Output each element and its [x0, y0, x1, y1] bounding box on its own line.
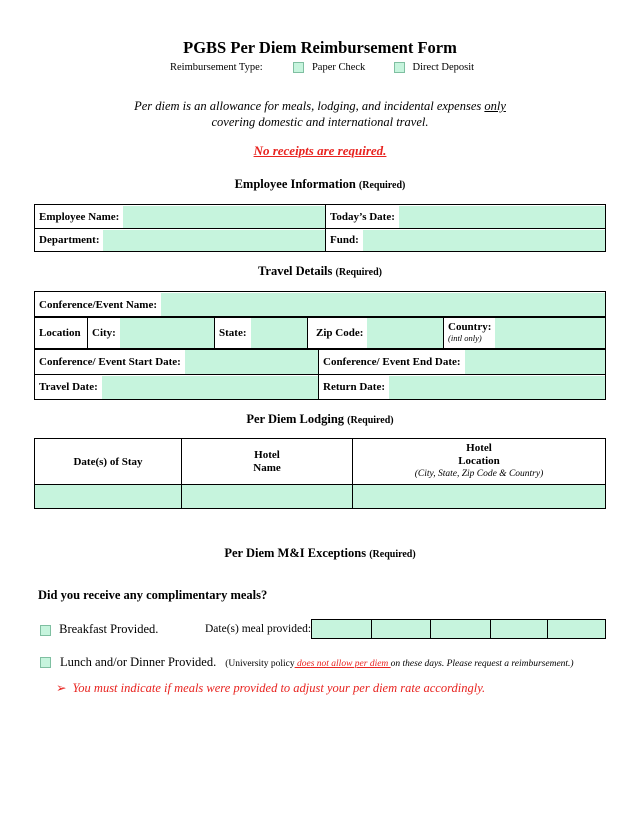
conference-name-label: Conference/Event Name: [39, 298, 158, 311]
policy-suffix: on these days. Please request a reimbursement.) [390, 659, 574, 669]
zip-code-field[interactable] [367, 318, 443, 349]
return-date-label: Return Date: [323, 381, 386, 393]
lunch-dinner-checkbox[interactable] [40, 657, 51, 668]
hotel-location-header-2: Location [458, 455, 500, 467]
country-field[interactable] [495, 318, 605, 349]
travel-date-label: Travel Date: [39, 381, 98, 393]
hotel-name-header-1: Hotel [254, 448, 280, 461]
employee-name-field[interactable] [123, 206, 325, 228]
end-date-field[interactable] [465, 350, 605, 374]
intro-text [0, 98, 640, 130]
hotel-location-header-1: Hotel [466, 442, 492, 454]
paper-check-checkbox[interactable] [293, 62, 304, 73]
dates-of-stay-header: Date(s) of Stay [73, 455, 143, 468]
end-date-label: Conference/ Event End Date: [323, 355, 461, 368]
policy-prefix: (University policy [225, 659, 295, 669]
city-field[interactable] [120, 318, 214, 349]
employee-section-heading: Employee Information (Required) [234, 177, 406, 191]
dates-provided-label: Date(s) meal provided: [205, 623, 312, 635]
travel-section-heading: Travel Details (Required) [257, 264, 382, 278]
hotel-name-field[interactable] [182, 485, 353, 509]
intro-line1: Per diem is an allowance for meals, lodging, and incidental expenses [134, 99, 485, 113]
zip-code-label: Zip Code: [316, 327, 364, 339]
todays-date-field[interactable] [399, 206, 605, 228]
travel-date-field[interactable] [102, 376, 318, 399]
dates-table [34, 348, 606, 400]
breakfast-checkbox[interactable] [40, 625, 51, 636]
hotel-name-header-2: Name [253, 461, 281, 474]
meal-date-field[interactable] [491, 620, 548, 639]
lodging-table [34, 438, 606, 509]
lodging-section-heading: Per Diem Lodging (Required) [246, 412, 394, 426]
department-label: Department: [39, 234, 100, 246]
country-note: (intl only) [448, 333, 482, 343]
fund-field[interactable] [363, 230, 605, 251]
page-title: PGBS Per Diem Reimbursement Form [183, 38, 457, 57]
arrow-icon: ➢ [56, 681, 67, 695]
breakfast-label: Breakfast Provided. [59, 622, 159, 636]
hotel-location-field[interactable] [353, 485, 606, 509]
no-receipts-notice: No receipts are required. [253, 143, 387, 158]
meal-date-field[interactable] [548, 620, 606, 639]
location-table [34, 316, 606, 350]
location-label: Location [39, 327, 81, 339]
meal-date-field[interactable] [431, 620, 491, 639]
lunch-dinner-label: Lunch and/or Dinner Provided. [60, 655, 217, 669]
department-field[interactable] [103, 230, 325, 251]
country-label: Country: [448, 321, 492, 333]
employee-table [34, 204, 606, 252]
meal-date-field[interactable] [372, 620, 431, 639]
policy-underlined: does not allow per diem [294, 659, 391, 669]
reimbursement-type-row [170, 62, 474, 73]
complimentary-meals-question: Did you receive any complimentary meals? [38, 588, 268, 602]
employee-name-label: Employee Name: [39, 210, 120, 223]
dates-of-stay-field[interactable] [35, 485, 182, 509]
meal-date-field[interactable] [312, 620, 372, 639]
start-date-field[interactable] [185, 350, 318, 374]
conference-name-table [34, 291, 606, 318]
return-date-field[interactable] [389, 376, 605, 399]
conference-name-field[interactable] [161, 293, 605, 317]
meal-dates-table [311, 619, 606, 639]
paper-check-label: Paper Check [311, 62, 366, 73]
hotel-location-note: (City, State, Zip Code & Country) [414, 469, 544, 479]
meal-warning [56, 680, 485, 696]
reimbursement-type-label: Reimbursement Type: [170, 62, 263, 73]
state-field[interactable] [251, 318, 308, 349]
intro-only: only [484, 99, 506, 113]
state-label: State: [219, 327, 247, 339]
city-label: City: [92, 327, 116, 339]
breakfast-row [40, 622, 158, 637]
todays-date-label: Today’s Date: [330, 210, 395, 223]
mie-section-heading: Per Diem M&I Exceptions (Required) [224, 546, 416, 560]
meal-warning-text: You must indicate if meals were provided to adjust your per diem rate accordingly. [72, 681, 486, 695]
start-date-label: Conference/ Event Start Date: [39, 355, 181, 368]
direct-deposit-label: Direct Deposit [412, 62, 475, 73]
intro-line2: covering domestic and international travel. [211, 115, 429, 129]
direct-deposit-checkbox[interactable] [394, 62, 405, 73]
lunch-dinner-row [40, 653, 574, 671]
fund-label: Fund: [330, 234, 359, 246]
